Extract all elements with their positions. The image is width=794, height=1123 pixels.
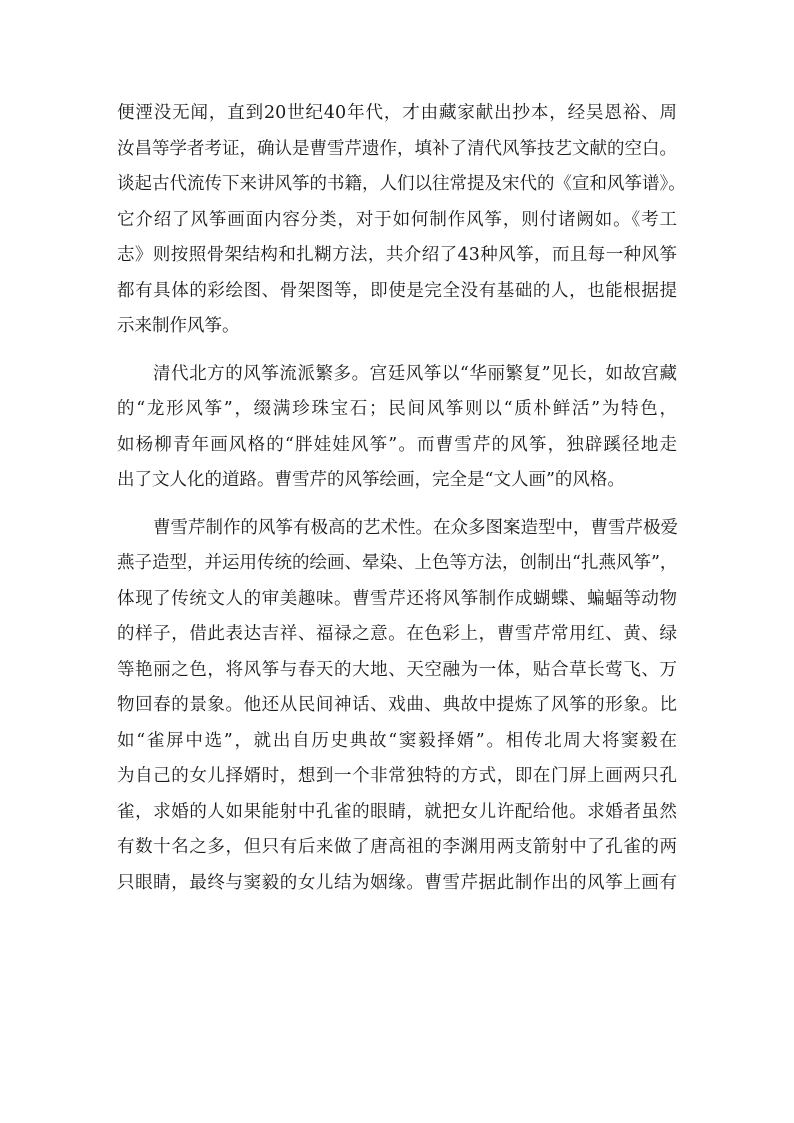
paragraph-3 — [117, 511, 677, 902]
text-line: 只眼睛，最终与窦毅的女儿结为姻缘。曹雪芹据此制作出的风筝上画有 — [117, 872, 677, 893]
text-line: 都有具体的彩绘图、骨架图等，即使是完全没有基础的人，也能根据提 — [117, 280, 677, 301]
text-line: 为自己的女儿择婿时，想到一个非常独特的方式，即在门屏上画两只孔 — [117, 766, 677, 786]
text-line: 的“龙形风筝”，缀满珍珠宝石；民间风筝则以“质朴鲜活”为特色， — [117, 399, 677, 419]
text-line: 雀，求婚的人如果能射中孔雀的眼睛，就把女儿许配给他。求婚者虽然 — [117, 801, 677, 822]
text-line: 示来制作风筝。 — [117, 316, 240, 336]
text-line: 志》则按照骨架结构和扎糊方法，共介绍了43种风筝，而且每一种风筝 — [117, 245, 677, 265]
text-line: 谈起古代流传下来讲风筝的书籍，人们以往常提及宋代的《宣和风筝谱》。 — [117, 174, 686, 194]
text-line: 出了文人化的道路。曹雪芹的风筝绘画，完全是“文人画”的风格。 — [117, 470, 625, 490]
text-line: 它介绍了风筝画面内容分类，对于如何制作风筝，则付诸阙如。《考工 — [117, 209, 677, 230]
paragraph-2 — [117, 357, 677, 499]
paragraph-spacer — [117, 499, 677, 511]
text-line: 曹雪芹制作的风筝有极高的艺术性。在众多图案造型中，曹雪芹极爱 — [153, 517, 678, 538]
paragraph-spacer — [117, 345, 677, 357]
text-line: 燕子造型，并运用传统的绘画、晕染、上色等方法，创制出“扎燕风筝”， — [117, 553, 678, 573]
text-line: 有数十名之多，但只有后来做了唐高祖的李渊用两支箭射中了孔雀的两 — [117, 837, 677, 857]
text-line: 物回春的景象。他还从民间神话、戏曲、典故中提炼了风筝的形象。比 — [117, 695, 677, 715]
text-line: 的样子，借此表达吉祥、福禄之意。在色彩上，曹雪芹常用红、黄、绿 — [117, 624, 677, 644]
text-line: 清代北方的风筝流派繁多。宫廷风筝以“华丽繁复”见长，如故宫藏 — [153, 363, 677, 384]
text-line: 如“雀屏中选”，就出自历史典故“窦毅择婿”。相传北周大将窦毅在 — [117, 730, 677, 751]
text-line: 等艳丽之色，将风筝与春天的大地、天空融为一体，贴合草长莺飞、万 — [117, 659, 677, 680]
text-line: 体现了传统文人的审美趣味。曹雪芹还将风筝制作成蝴蝶、蝙蝠等动物 — [117, 588, 677, 609]
text-line: 如杨柳青年画风格的“胖娃娃风筝”。而曹雪芹的风筝，独辟蹊径地走 — [117, 434, 677, 455]
article-body — [117, 96, 686, 901]
text-line: 便湮没无闻，直到20世纪40年代，才由藏家献出抄本，经吴恩裕、周 — [117, 103, 677, 123]
paragraph-1 — [117, 96, 686, 345]
text-line: 汝昌等学者考证，确认是曹雪芹遗作，填补了清代风筝技艺文献的空白。 — [117, 138, 677, 159]
